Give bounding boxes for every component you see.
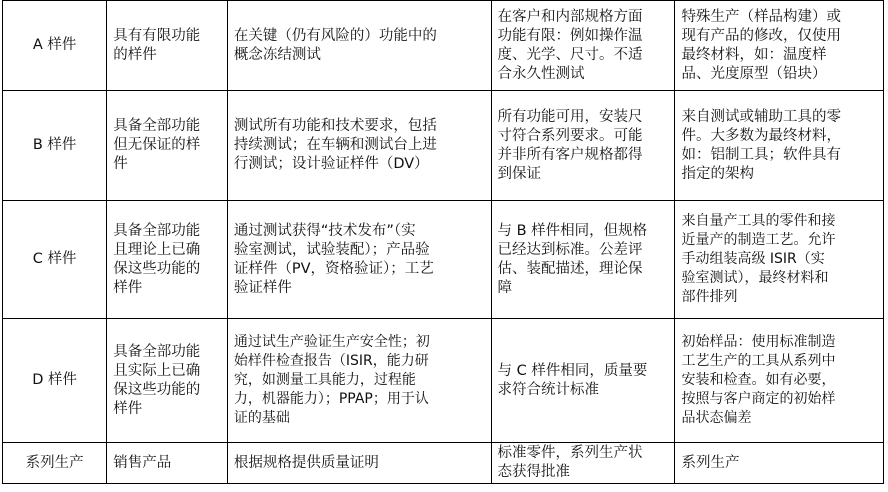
table-row [3, 91, 884, 201]
spec-cell: 与 C 样件相同，质量要 求符合统计标准 [491, 319, 675, 443]
table-row [3, 201, 884, 319]
stage-cell: B 样件 [3, 91, 107, 201]
function-cell: 具备全部功能 且实际上已确 保这些功能的 样件 [107, 319, 228, 443]
testing-cell: 通过试生产验证生产安全性；初 始样件检查报告（ISIR，能力研 究，如测量工具能力，过程能 力，机器能力）；PPAP；用于认 证的基础 [227, 319, 491, 443]
production-cell: 来自测试或辅助工具的零 件。大多数为最终材料， 如：铝制工具；软件具有 指定的架构 [675, 91, 884, 201]
function-cell: 具有有限功能 的样件 [107, 1, 228, 91]
table-row [3, 1, 884, 91]
production-cell: 特殊生产（样品构建）或 现有产品的修改，仅使用 最终材料，如：温度样 品、光度原型（铅块） [675, 1, 884, 91]
table-row [3, 319, 884, 443]
testing-cell: 根据规格提供质量证明 [227, 443, 491, 484]
spec-cell: 所有功能可用，安装尺 寸符合系列要求。可能 并非所有客户规格都得 到保证 [491, 91, 675, 201]
stage-cell: D 样件 [3, 319, 107, 443]
spec-cell: 在客户和内部规格方面 功能有限：例如操作温 度、光学、尺寸。不适 合永久性测试 [491, 1, 675, 91]
function-cell: 销售产品 [107, 443, 228, 484]
testing-cell: 通过测试获得“技术发布”（实 验室测试，试验装配）；产品验 证样件（PV，资格验证）；工艺 验证样件 [227, 201, 491, 319]
spec-cell: 与 B 样件相同，但规格 已经达到标准。公差评 估、装配描述，理论保 障 [491, 201, 675, 319]
sample-stage-table [2, 0, 884, 484]
production-cell: 来自量产工具的零件和接 近量产的制造工艺。允许 手动组装高级 ISIR（实 验室测试），最终材料和 部件排列 [675, 201, 884, 319]
production-cell: 初始样品：使用标准制造 工艺生产的工具从系列中 安装和检查。如有必要， 按照与客户商定的初始样 品状态偏差 [675, 319, 884, 443]
function-cell: 具备全部功能 且理论上已确 保这些功能的 样件 [107, 201, 228, 319]
stage-cell: 系列生产 [3, 443, 107, 484]
table-row [3, 443, 884, 484]
stage-cell: C 样件 [3, 201, 107, 319]
spec-cell: 标准零件，系列生产状 态获得批准 [491, 443, 675, 484]
testing-cell: 在关键（仍有风险的）功能中的 概念冻结测试 [227, 1, 491, 91]
production-cell: 系列生产 [675, 443, 884, 484]
stage-cell: A 样件 [3, 1, 107, 91]
function-cell: 具备全部功能 但无保证的样 件 [107, 91, 228, 201]
testing-cell: 测试所有功能和技术要求，包括 持续测试；在车辆和测试台上进 行测试；设计验证样件（DV） [227, 91, 491, 201]
